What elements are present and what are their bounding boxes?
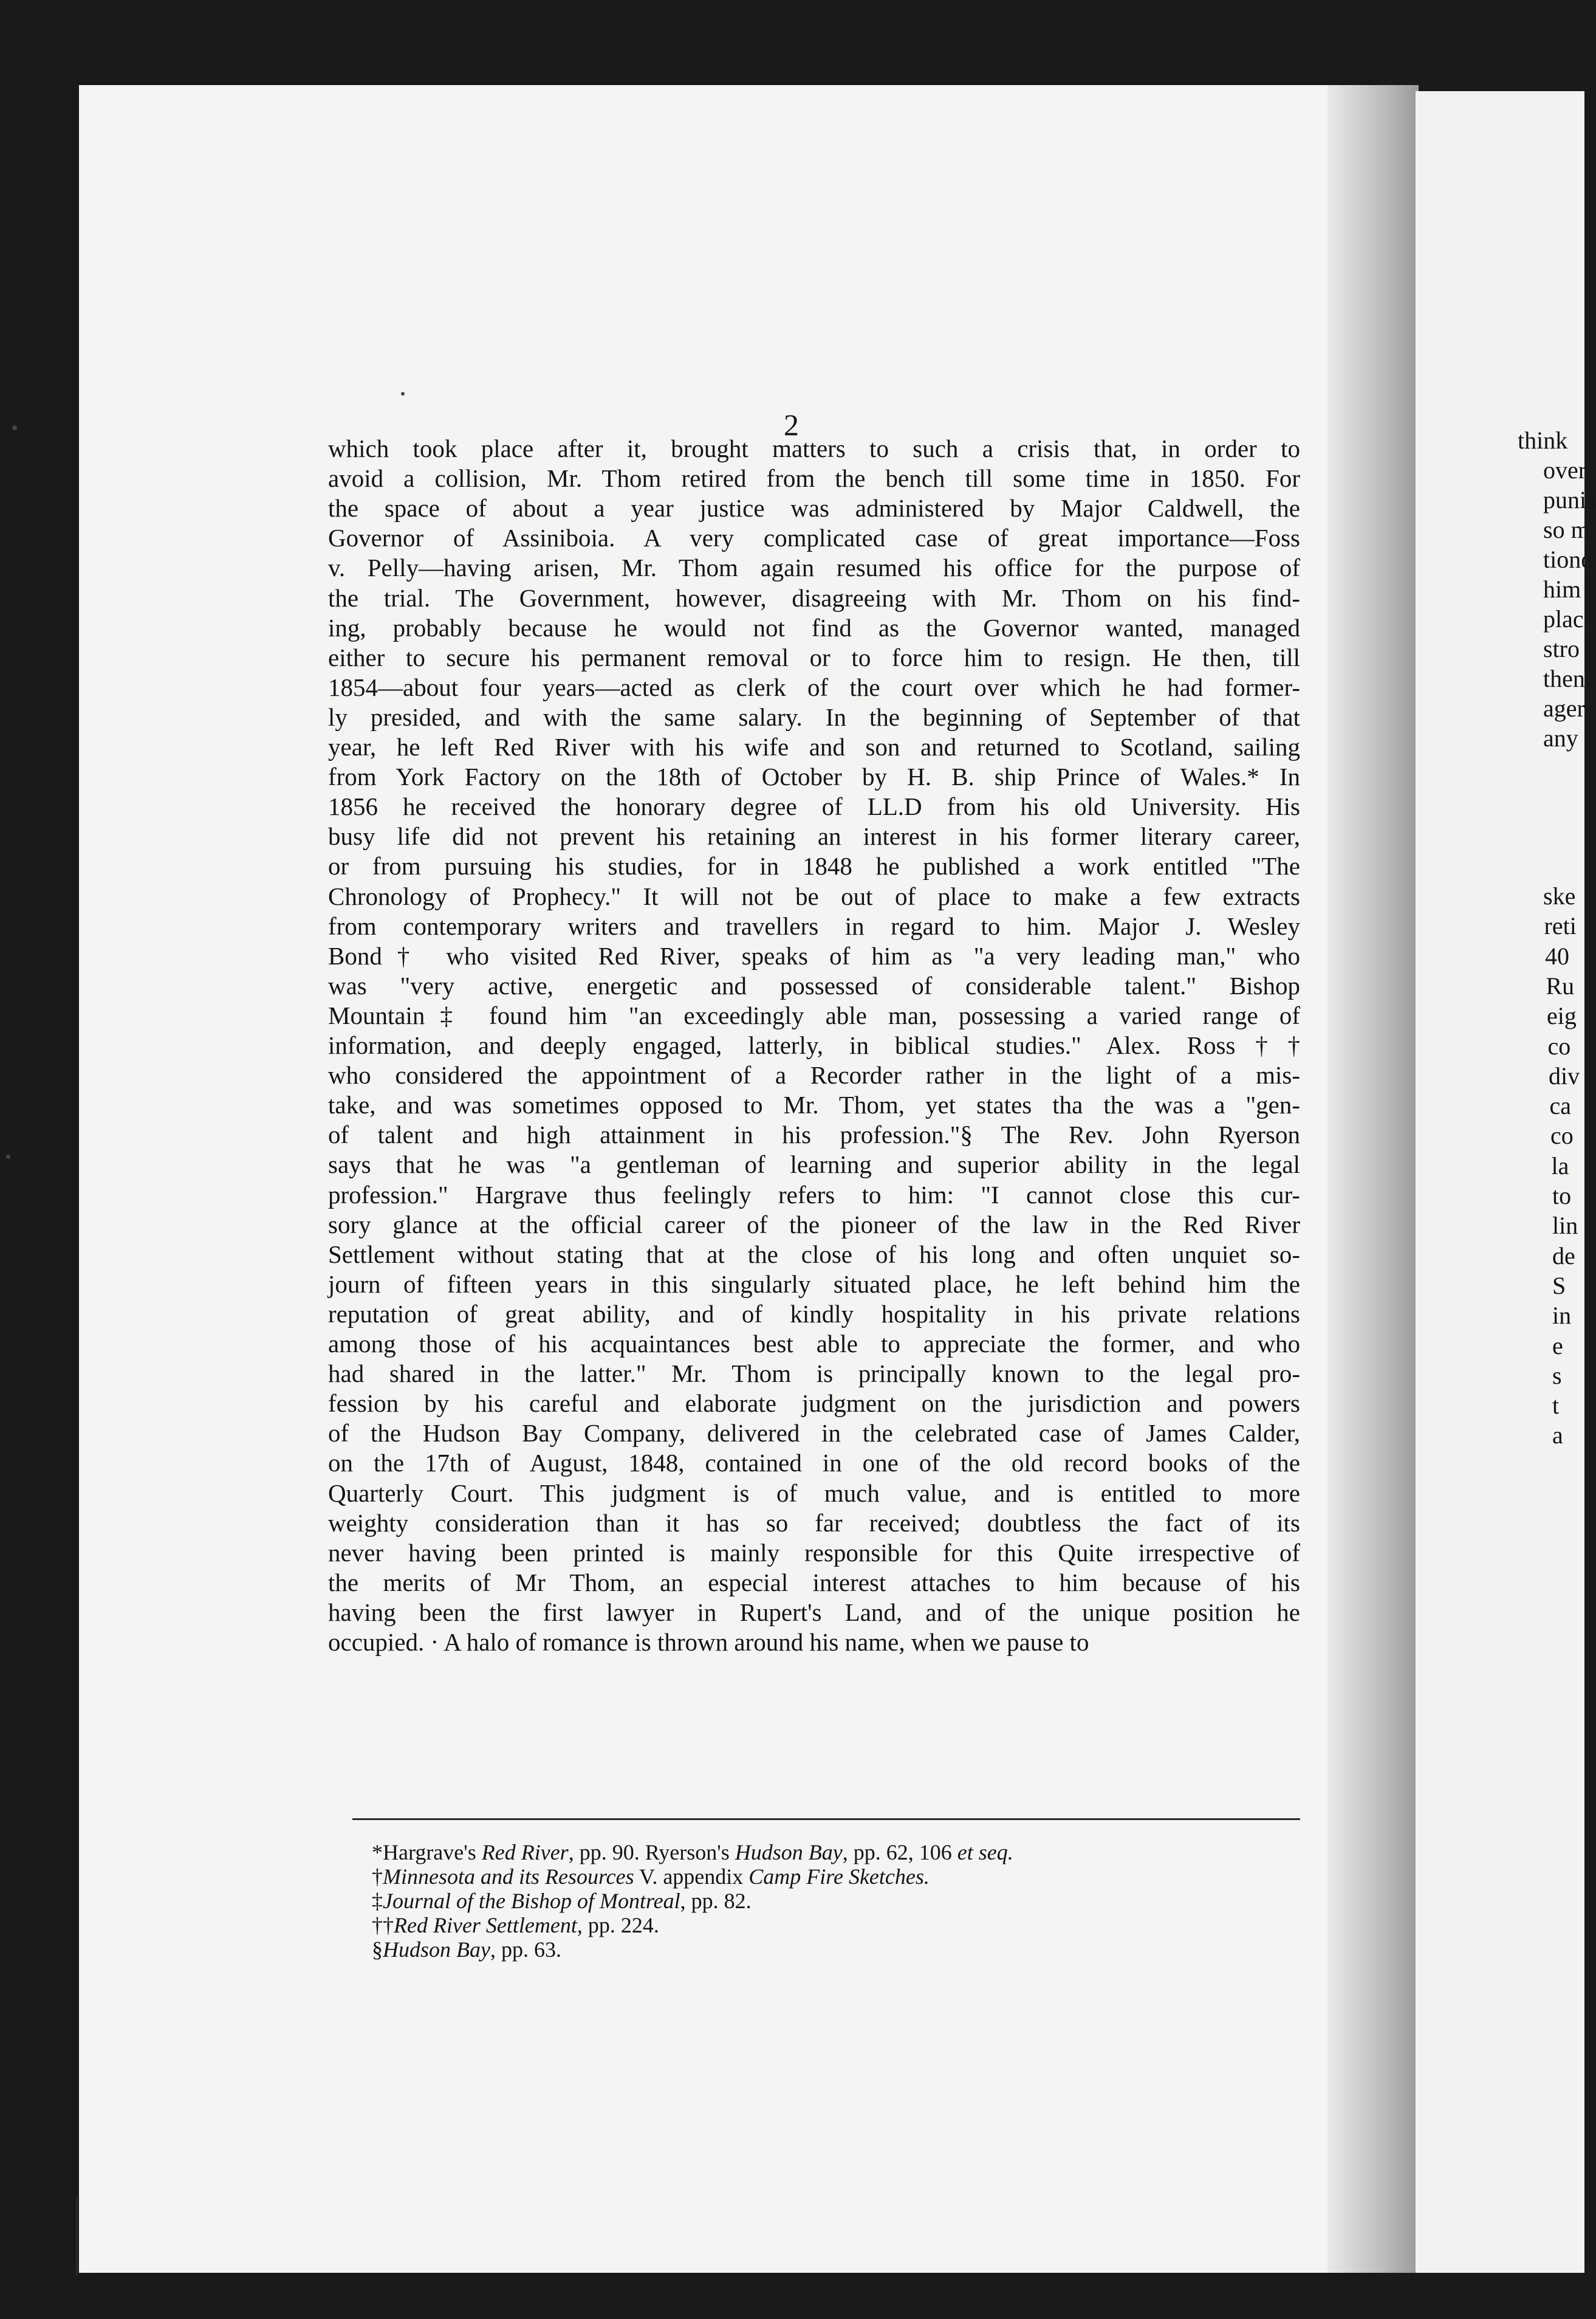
- facing-text-fragment: ca: [1549, 1092, 1572, 1120]
- text-line: says that he was "a gentleman of learning and superior ability in the legal: [328, 1150, 1300, 1179]
- footnote-text: , pp. 82.: [680, 1889, 752, 1913]
- scan-edge-mark: [76, 2197, 78, 2276]
- text-line: Settlement without stating that at the close of his long and often unquiet so-: [328, 1240, 1300, 1268]
- scan-speck: [401, 392, 405, 396]
- text-line: who considered the appointment of a Recorder rather in the light of a mis-: [328, 1061, 1300, 1090]
- text-line: never having been printed is mainly responsible for this Quite irrespective of: [328, 1538, 1300, 1567]
- facing-text-fragment: div: [1549, 1062, 1580, 1090]
- text-line: avoid a collision, Mr. Thom retired from the bench till some time in 1850. For: [328, 464, 1300, 493]
- footnote: [372, 1914, 659, 1936]
- footnote-title: Hudson Bay: [383, 1937, 490, 1962]
- footnote-text: ††: [372, 1913, 394, 1937]
- text-line: journ of fifteen years in this singularly situated place, he left behind him the: [328, 1269, 1300, 1298]
- text-line: the trial. The Government, however, disagreeing with Mr. Thom on his find-: [328, 583, 1300, 612]
- text-line: Bond† who visited Red River, speaks of him as "a very leading man," who: [328, 941, 1300, 970]
- document-page: [79, 85, 1373, 2273]
- footnote-title: et seq.: [957, 1840, 1013, 1864]
- footnote-title: Minnesota and its Resources: [383, 1864, 634, 1889]
- facing-text-fragment: reti: [1544, 912, 1577, 940]
- footnote: [372, 1866, 930, 1888]
- facing-text-fragment: any: [1543, 724, 1578, 752]
- text-line: fession by his careful and elaborate judgment on the jurisdiction and powers: [328, 1389, 1300, 1418]
- facing-text-fragment: e: [1552, 1331, 1563, 1359]
- facing-text-fragment: eig: [1547, 1002, 1577, 1030]
- footnote: [372, 1890, 752, 1912]
- facing-text-fragment: tione: [1543, 546, 1592, 573]
- text-line: profession." Hargrave thus feelingly refers to him: "I cannot close this cur-: [328, 1180, 1300, 1209]
- text-line: or from pursuing his studies, for in 1848 he published a work entitled "The: [328, 852, 1300, 881]
- text-line: weighty consideration than it has so far received; doubtless the fact of its: [328, 1508, 1300, 1537]
- text-line: from York Factory on the 18th of October by H. B. ship Prince of Wales.* In: [328, 763, 1300, 791]
- facing-text-fragment: co: [1547, 1032, 1571, 1060]
- text-line: ly presided, and with the same salary. In the beginning of September of that: [328, 703, 1300, 731]
- footnote-text: *: [372, 1840, 383, 1864]
- footnote-text: , pp. 224.: [577, 1913, 659, 1937]
- text-line: v. Pelly—having arisen, Mr. Thom again resumed his office for the purpose of: [328, 554, 1300, 582]
- scan-speck: [6, 1155, 10, 1159]
- footnote-text: V. appendix: [634, 1864, 749, 1889]
- facing-text-fragment: think: [1518, 427, 1568, 454]
- footnote-title: Journal of the Bishop of Montreal: [383, 1889, 680, 1913]
- text-line: 1856 he received the honorary degree of LL.D from his old University. His: [328, 792, 1300, 821]
- facing-text-fragment: then: [1543, 665, 1585, 692]
- text-line: Chronology of Prophecy." It will not be out of place to make a few extracts: [328, 882, 1300, 910]
- footnote-text: §: [372, 1937, 383, 1962]
- footnote-rule: [352, 1818, 1300, 1820]
- text-line: information, and deeply engaged, latterly, in biblical studies." Alex. Ross††: [328, 1031, 1300, 1059]
- footnote-text: ‡: [372, 1889, 383, 1913]
- text-line: of talent and high attainment in his profession."§ The Rev. John Ryerson: [328, 1121, 1300, 1149]
- text-line: of the Hudson Bay Company, delivered in the celebrated case of James Calder,: [328, 1419, 1300, 1448]
- text-line: Mountain‡ found him "an exceedingly able man, possessing a varied range of: [328, 1001, 1300, 1029]
- page-number: 2: [784, 408, 799, 442]
- facing-text-fragment: co: [1550, 1122, 1574, 1150]
- facing-text-fragment: s: [1552, 1361, 1562, 1389]
- footnote: [372, 1939, 561, 1960]
- text-line: among those of his acquaintances best able to appreciate the former, and who: [328, 1330, 1300, 1358]
- text-line: from contemporary writers and travellers in regard to him. Major J. Wesley: [328, 912, 1300, 940]
- text-line: sory glance at the official career of the pioneer of the law in the Red River: [328, 1210, 1300, 1239]
- facing-text-fragment: over: [1543, 456, 1587, 484]
- text-line: was "very active, energetic and possessed of considerable talent." Bishop: [328, 971, 1300, 1000]
- footnote-title: Camp Fire Sketches.: [748, 1864, 930, 1889]
- text-line: Governor of Assiniboia. A very complicated case of great importance—Foss: [328, 524, 1300, 552]
- facing-text-fragment: de: [1552, 1242, 1575, 1269]
- text-line: either to secure his permanent removal or to force him to resign. He then, till: [328, 643, 1300, 672]
- text-line: on the 17th of August, 1848, contained in one of the old record books of the: [328, 1449, 1300, 1477]
- text-line: having been the first lawyer in Rupert's Land, and of the unique position he: [328, 1598, 1300, 1626]
- footnote-title: Red River Settlement: [394, 1913, 577, 1937]
- text-line: the space of about a year justice was administered by Major Caldwell, the: [328, 494, 1300, 523]
- facing-text-fragment: in: [1552, 1302, 1572, 1330]
- text-line: year, he left Red River with his wife and son and returned to Scotland, sailing: [328, 733, 1300, 761]
- footnote-text: †: [372, 1864, 383, 1889]
- footnote: [372, 1841, 1013, 1863]
- facing-text-fragment: Ru: [1546, 972, 1575, 1000]
- text-line: the merits of Mr Thom, an especial interest attaches to him because of his: [328, 1568, 1300, 1596]
- footnote-title: Red River: [481, 1840, 569, 1864]
- book-gutter: [1327, 85, 1419, 2273]
- facing-text-fragment: S: [1552, 1271, 1566, 1299]
- text-line: 1854—about four years—acted as clerk of the court over which he had former-: [328, 673, 1300, 701]
- facing-text-fragment: ager: [1543, 695, 1585, 722]
- facing-text-fragment: ske: [1543, 882, 1576, 910]
- footnote-title: Hudson Bay: [735, 1840, 843, 1864]
- facing-text-fragment: punis: [1543, 486, 1596, 514]
- footnote-text: , pp. 62, 106: [842, 1840, 957, 1864]
- text-line: take, and was sometimes opposed to Mr. Thom, yet states tha the was a "gen-: [328, 1091, 1300, 1119]
- facing-text-fragment: lin: [1552, 1212, 1578, 1240]
- text-line: occupied. · A halo of romance is thrown around his name, when we pause to: [328, 1628, 1089, 1656]
- footnote-text: , pp. 90. Ryerson's: [568, 1840, 735, 1864]
- facing-text-fragment: 40: [1545, 942, 1569, 970]
- footnote-text: Hargrave's: [383, 1840, 482, 1864]
- facing-text-fragment: him: [1543, 575, 1581, 603]
- text-line: which took place after it, brought matters to such a crisis that, in order to: [328, 435, 1300, 462]
- facing-text-fragment: plac: [1543, 605, 1584, 633]
- facing-text-fragment: t: [1552, 1392, 1560, 1420]
- text-line: busy life did not prevent his retaining an interest in his former literary career,: [328, 822, 1300, 851]
- facing-text-fragment: stro: [1543, 635, 1580, 662]
- scan-speck: [12, 425, 17, 430]
- facing-text-fragment: a: [1552, 1421, 1563, 1449]
- text-line: Quarterly Court. This judgment is of much value, and is entitled to more: [328, 1479, 1300, 1507]
- footnote-text: , pp. 63.: [490, 1937, 561, 1962]
- facing-text-fragment: so m: [1543, 516, 1590, 543]
- text-line: had shared in the latter." Mr. Thom is principally known to the legal pro-: [328, 1359, 1300, 1388]
- text-line: reputation of great ability, and of kindly hospitality in his private relations: [328, 1299, 1300, 1328]
- facing-text-fragment: la: [1551, 1152, 1569, 1180]
- facing-text-fragment: to: [1552, 1182, 1572, 1209]
- text-line: ing, probably because he would not find as the Governor wanted, managed: [328, 613, 1300, 642]
